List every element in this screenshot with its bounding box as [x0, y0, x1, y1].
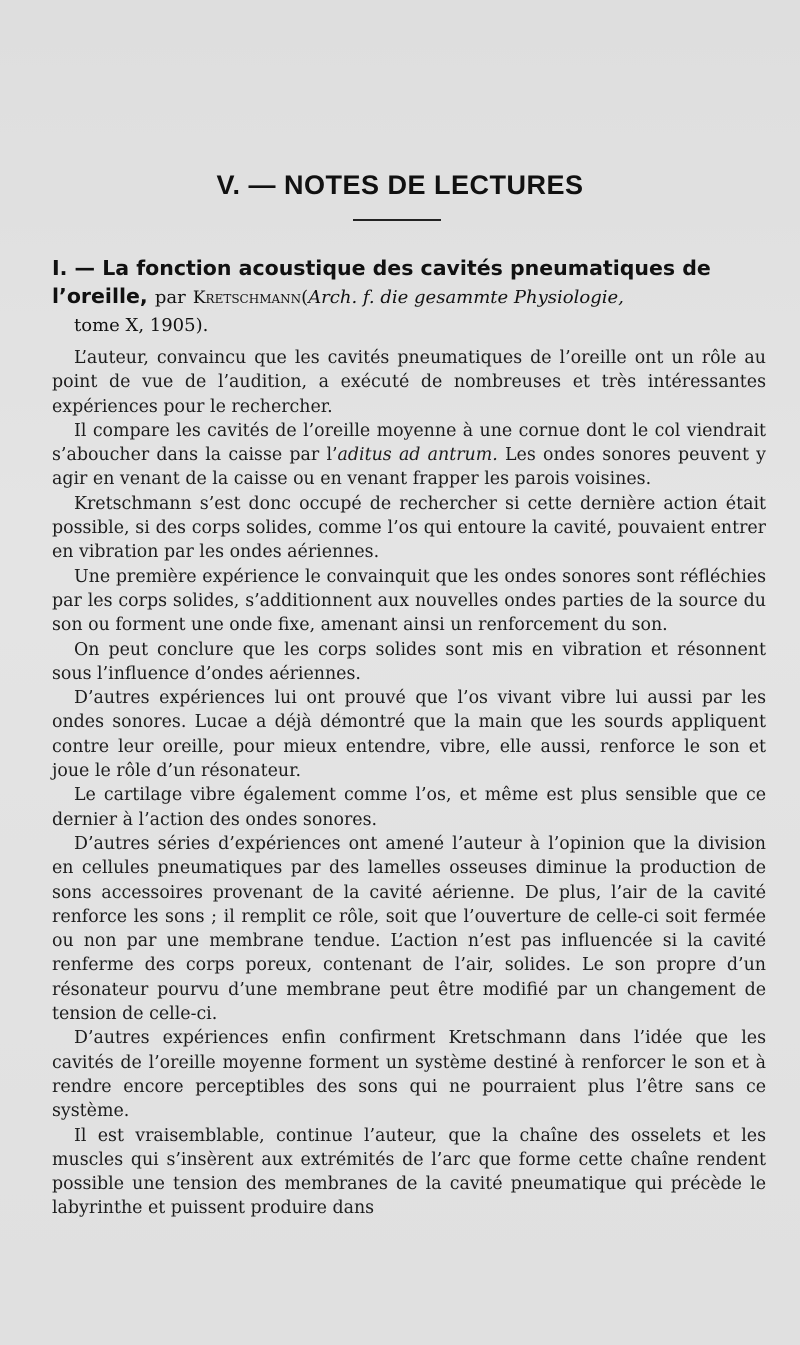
article-heading [52, 254, 766, 340]
article-source: Arch. f. die gesammte Physiologie, [308, 287, 624, 308]
paragraph-italic: aditus ad antrum. [337, 445, 498, 466]
paragraph: Le cartilage vibre également comme l’os, et même est plus sensible que ce dernier à l’action des ondes sonores. [52, 785, 766, 830]
title-divider [353, 219, 441, 221]
paragraph: D’autres séries d’expériences ont amené l’auteur à l’opinion que la division en cellules pneumatiques par des lamelles osseuses diminue la production de sons accessoires provenant de la cavité aérienne. De plus, l’air de la cavité renforce les sons ; il remplit ce rôle, soit que l’ouverture de celle-ci soit fermée ou non par une membrane tendue. L’action n’est pas influencée si la cavité renferme des corps poreux, contenant de l’air, solides. Le son propre d’un résonateur pourvu d’une membrane peut être modifié par un changement de tension de celle-ci. [52, 833, 766, 1025]
paragraph: On peut conclure que les corps solides sont mis en vibration et résonnent sous l’influence d’ondes aériennes. [52, 639, 766, 684]
paragraph: D’autres expériences enfin confirment Kretschmann dans l’idée que les cavités de l’oreille moyenne forment un système destiné à renforcer le son et à rendre encore perceptibles des sons qui ne pourraient plus l’être sans ce système. [52, 1028, 766, 1122]
article-body [52, 254, 766, 1221]
source-paren: ( [301, 287, 309, 308]
paragraph: Kretschmann s’est donc occupé de rechercher si cette dernière action était possible, si des corps solides, comme l’os qui entoure la cavité, pouvaient entrer en vibration par les ondes aériennes. [52, 493, 766, 563]
article-author: Kretschmann [192, 288, 302, 308]
paragraph: Une première expérience le convainquit que les ondes sonores sont réfléchies par les corps solides, s’additionnent aux nouvelles ondes parties de la source du son ou forment une onde fixe, amenant ainsi un renforcement du son. [52, 566, 766, 636]
article-title: La fonction acoustique des cavités pneumatiques de l’oreille, [52, 256, 711, 308]
article-byline: par [154, 287, 186, 308]
section-title: V. — NOTES DE LECTURES [216, 170, 584, 200]
paragraph-text: Il compare les cavités de l’oreille moyenne à une cornue dont le col viendrait s’aboucher dans la caisse par l’ [52, 420, 766, 466]
paragraph [52, 419, 766, 492]
article-tome: tome X, 1905). [74, 315, 209, 336]
paragraph: Il est vraisemblable, continue l’auteur, que la chaîne des osselets et les muscles qui s’insèrent aux extrémités de l’arc que forme cette chaîne rendent possible une tension des membranes de la cavité pneumatique qui précède le labyrinthe et puissent produire dans [52, 1125, 766, 1219]
paragraph: L’auteur, convaincu que les cavités pneumatiques de l’oreille ont un rôle au point de vue de l’audition, a exécuté de nombreuses et très intéressantes expériences pour le rechercher. [52, 348, 766, 417]
paragraph: D’autres expériences lui ont prouvé que l’os vivant vibre lui aussi par les ondes sonores. Lucae a déjà démontré que la main que les sourds appliquent contre leur oreille, pour mieux entendre, vibre, elle aussi, renforce le son et joue le rôle d’un résonateur. [52, 688, 766, 782]
article-number: I. — [52, 256, 96, 280]
paragraph-text: Les ondes sonores peuvent y agir en venant de la caisse ou en venant frapper les parois voisines. [52, 445, 766, 490]
paragraphs [52, 346, 766, 1221]
